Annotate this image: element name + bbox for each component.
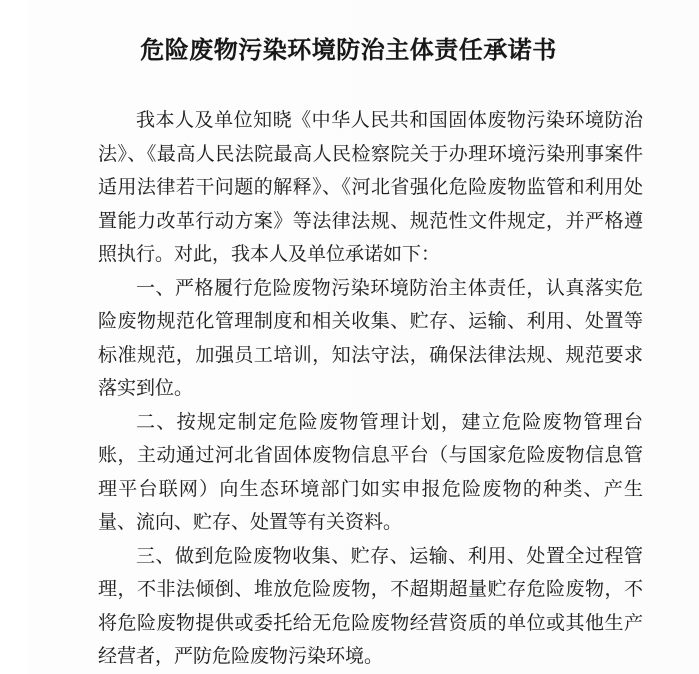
document-title: 危险废物污染环境防治主体责任承诺书	[140, 38, 557, 65]
paragraph-item-2: 二、按规定制定危险废物管理计划，建立危险废物管理台账，主动通过河北省固体废物信息平台（与国家危险废物信息管理平台联网）向生态环境部门如实申报危险废物的种类、产生量、流向、贮存、处置等有关资料。	[98, 411, 643, 534]
paragraph-item-1: 一、严格履行危险废物污染环境防治主体责任，认真落实危险废物规范化管理制度和相关收集、贮存、运输、利用、处置等标准规范，加强员工培训，知法守法，确保法律法规、规范要求落实到位。	[98, 277, 643, 400]
document-body	[98, 104, 643, 674]
paragraph-intro: 我本人及单位知晓《中华人民共和国固体废物污染环境防治法》、《最高人民法院最高人民检察院关于办理环境污染刑事案件适用法律若干问题的解释》、《河北省强化危险废物监管和利用处置能力改革行动方案》等法律法规、规范性文件规定，并严格遵照执行。对此，我本人及单位承诺如下：	[98, 110, 643, 266]
paragraph-item-3: 三、做到危险废物收集、贮存、运输、利用、处置全过程管理，不非法倾倒、堆放危险废物，不超期超量贮存危险废物，不将危险废物提供或委托给无危险废物经营资质的单位或其他生产经营者，严防危险废物污染环境。	[98, 545, 643, 668]
